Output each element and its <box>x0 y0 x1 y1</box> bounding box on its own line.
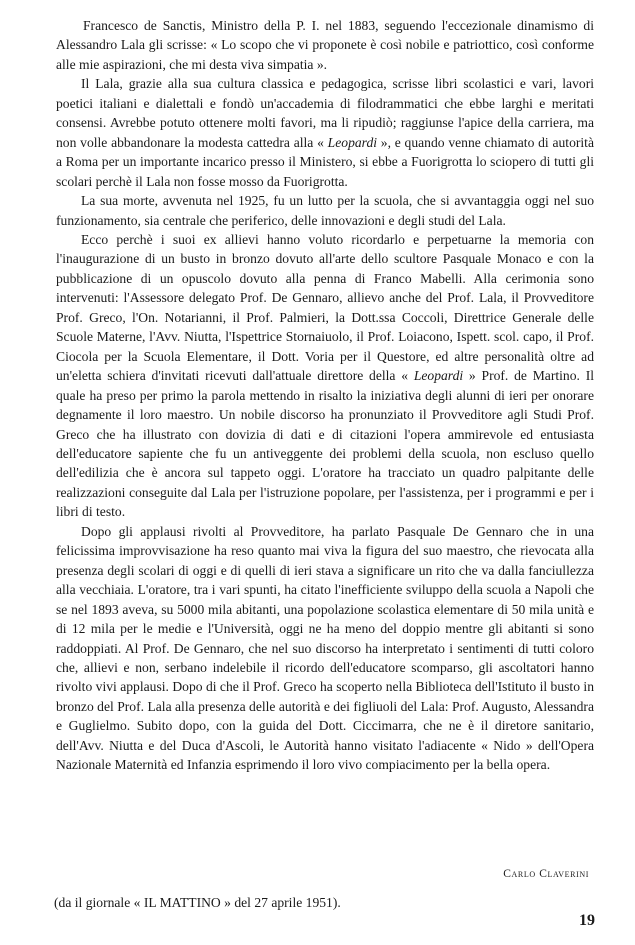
school-name: Leopardi <box>413 368 464 384</box>
source-citation: (da il giornale « IL MATTINO » del 27 aprile 1951). <box>54 895 341 910</box>
paragraph-2: Il Lala, grazie alla sua cultura classica e pedagogica, scrisse libri scolastici e vari, lavori poetici italiani e dialettali e fondò un'accademia di filodrammatici che ebbe larghi e meritati consensi. Avrebbe potuto ottenere molti favori, ma li ripudiò; raggiunse l'apice della carriera, ma non volle abbandonare la modesta cattedra alla « Leopardi », e quando venne chiamato di autorità a Roma per un importante incarico presso il Ministero, si ebbe a Fuorigrotta lo sciopero di tutti gli scolari perchè il Lala non fosse mosso da Fuorigrotta. <box>56 76 594 189</box>
paragraph-5: Dopo gli applausi rivolti al Provveditore, ha parlato Pasquale De Gennaro che in una felicissima improvvisazione ha reso quanto mai viva la figura del suo maestro, che rievocata alla presenza degli scolari di oggi e di quelli di ieri stava a significare un rito che va dalla fanciullezza alla vecchiaia. L'oratore, tra i vari spunti, ha citato l'inefficiente sviluppo della scuola a Napoli che se nel 1893 aveva, su 5000 mila abitanti, una popolazione scolastica elementare di 50 mila unità e di 12 mila per le medie e l'Università, oggi ne ha meno del doppio mentre gli abitanti si sono raddoppiati. Al Prof. De Gennaro, che nel suo discorso ha interpretato i sentimenti di tutti coloro che, allievi e non, serbano indelebile il ricordo dell'educatore scomparso, gli ascoltatori hanno rivolto vivi applausi. Dopo di che il Prof. Greco ha scoperto nella Biblioteca dell'Istituto il busto in bronzo del Prof. Lala alla presenza delle autorità e dei figliuoli del Lala: Prof. Augusto, Alessandra e Guglielmo. Subito dopo, con la guida del Dott. Ciccimarra, che ne è il diretore sanitario, dell'Avv. Niutta e del Duca d'Ascoli, le Autorità hanno visitato l'adiacente « Nido » dell'Opera Nazionale Maternità ed Infanzia esprimendo il loro vivo compiacimento per la bella opera. <box>56 523 594 773</box>
school-name: Leopardi <box>327 134 378 150</box>
article-body <box>56 16 594 775</box>
author-signature: Carlo Claverini <box>503 868 589 880</box>
paragraph-1: Francesco de Sanctis, Ministro della P. I. nel 1883, seguendo l'eccezionale dinamismo di Alessandro Lala gli scrisse: « Lo scopo che vi proponete è così nobile e patriottico, così conforme alle mie aspirazioni, che mi desta viva simpatia ». <box>56 18 594 72</box>
page-number: 19 <box>579 912 595 929</box>
paragraph-4: Ecco perchè i suoi ex allievi hanno voluto ricordarlo e perpetuarne la memoria con l'inaugurazione di un busto in bronzo dovuto all'arte dello scultore Pasquale Monaco e con la pubblicazione di un opuscolo dovuto alla penna di Franco Mabelli. Alla cerimonia sono intervenuti: l'Assessore delegato Prof. De Gennaro, allievo anche del Prof. Lala, il Provveditore Prof. Greco, l'On. Notarianni, il Prof. Palmieri, la Dott.ssa Coccoli, Direttrice Generale delle Scuole Materne, l'Avv. Niutta, l'Ispettrice Stornaiuolo, il Prof. Loiacono, Ispett. scol. capo, il Prof. Ciocola per la Scuola Elementare, il Dott. Voria per il Questore, ed altre personalità oltre ad un'eletta schiera d'invitati ricevuti dall'attuale direttore della « Leopardi » Prof. de Martino. Il quale ha preso per primo la parola mettendo in risalto la iniziativa degli alunni di ieri per onorare degnamente il loro maestro. Un nobile discorso ha pronunziato il Provveditore agli Studi Prof. Greco che ha illustrato con dovizia di dati e di citazioni l'opera ammirevole ed entusiasta dell'educatore sapiente che fu un antiveggente dei problemi della scuola, non escluso quello dell'edilizia che è ancora sul tappeto oggi. L'oratore ha tracciato un quadro palpitante delle realizzazioni conseguite dal Lala per l'istruzione popolare, per l'assistenza, per i programmi e per i libri di testo. <box>56 231 594 520</box>
paragraph-3: La sua morte, avvenuta nel 1925, fu un lutto per la scuola, che si avvantaggia oggi nel suo funzionamento, sia centrale che periferico, delle innovazioni e degli studi del Lala. <box>56 193 594 228</box>
